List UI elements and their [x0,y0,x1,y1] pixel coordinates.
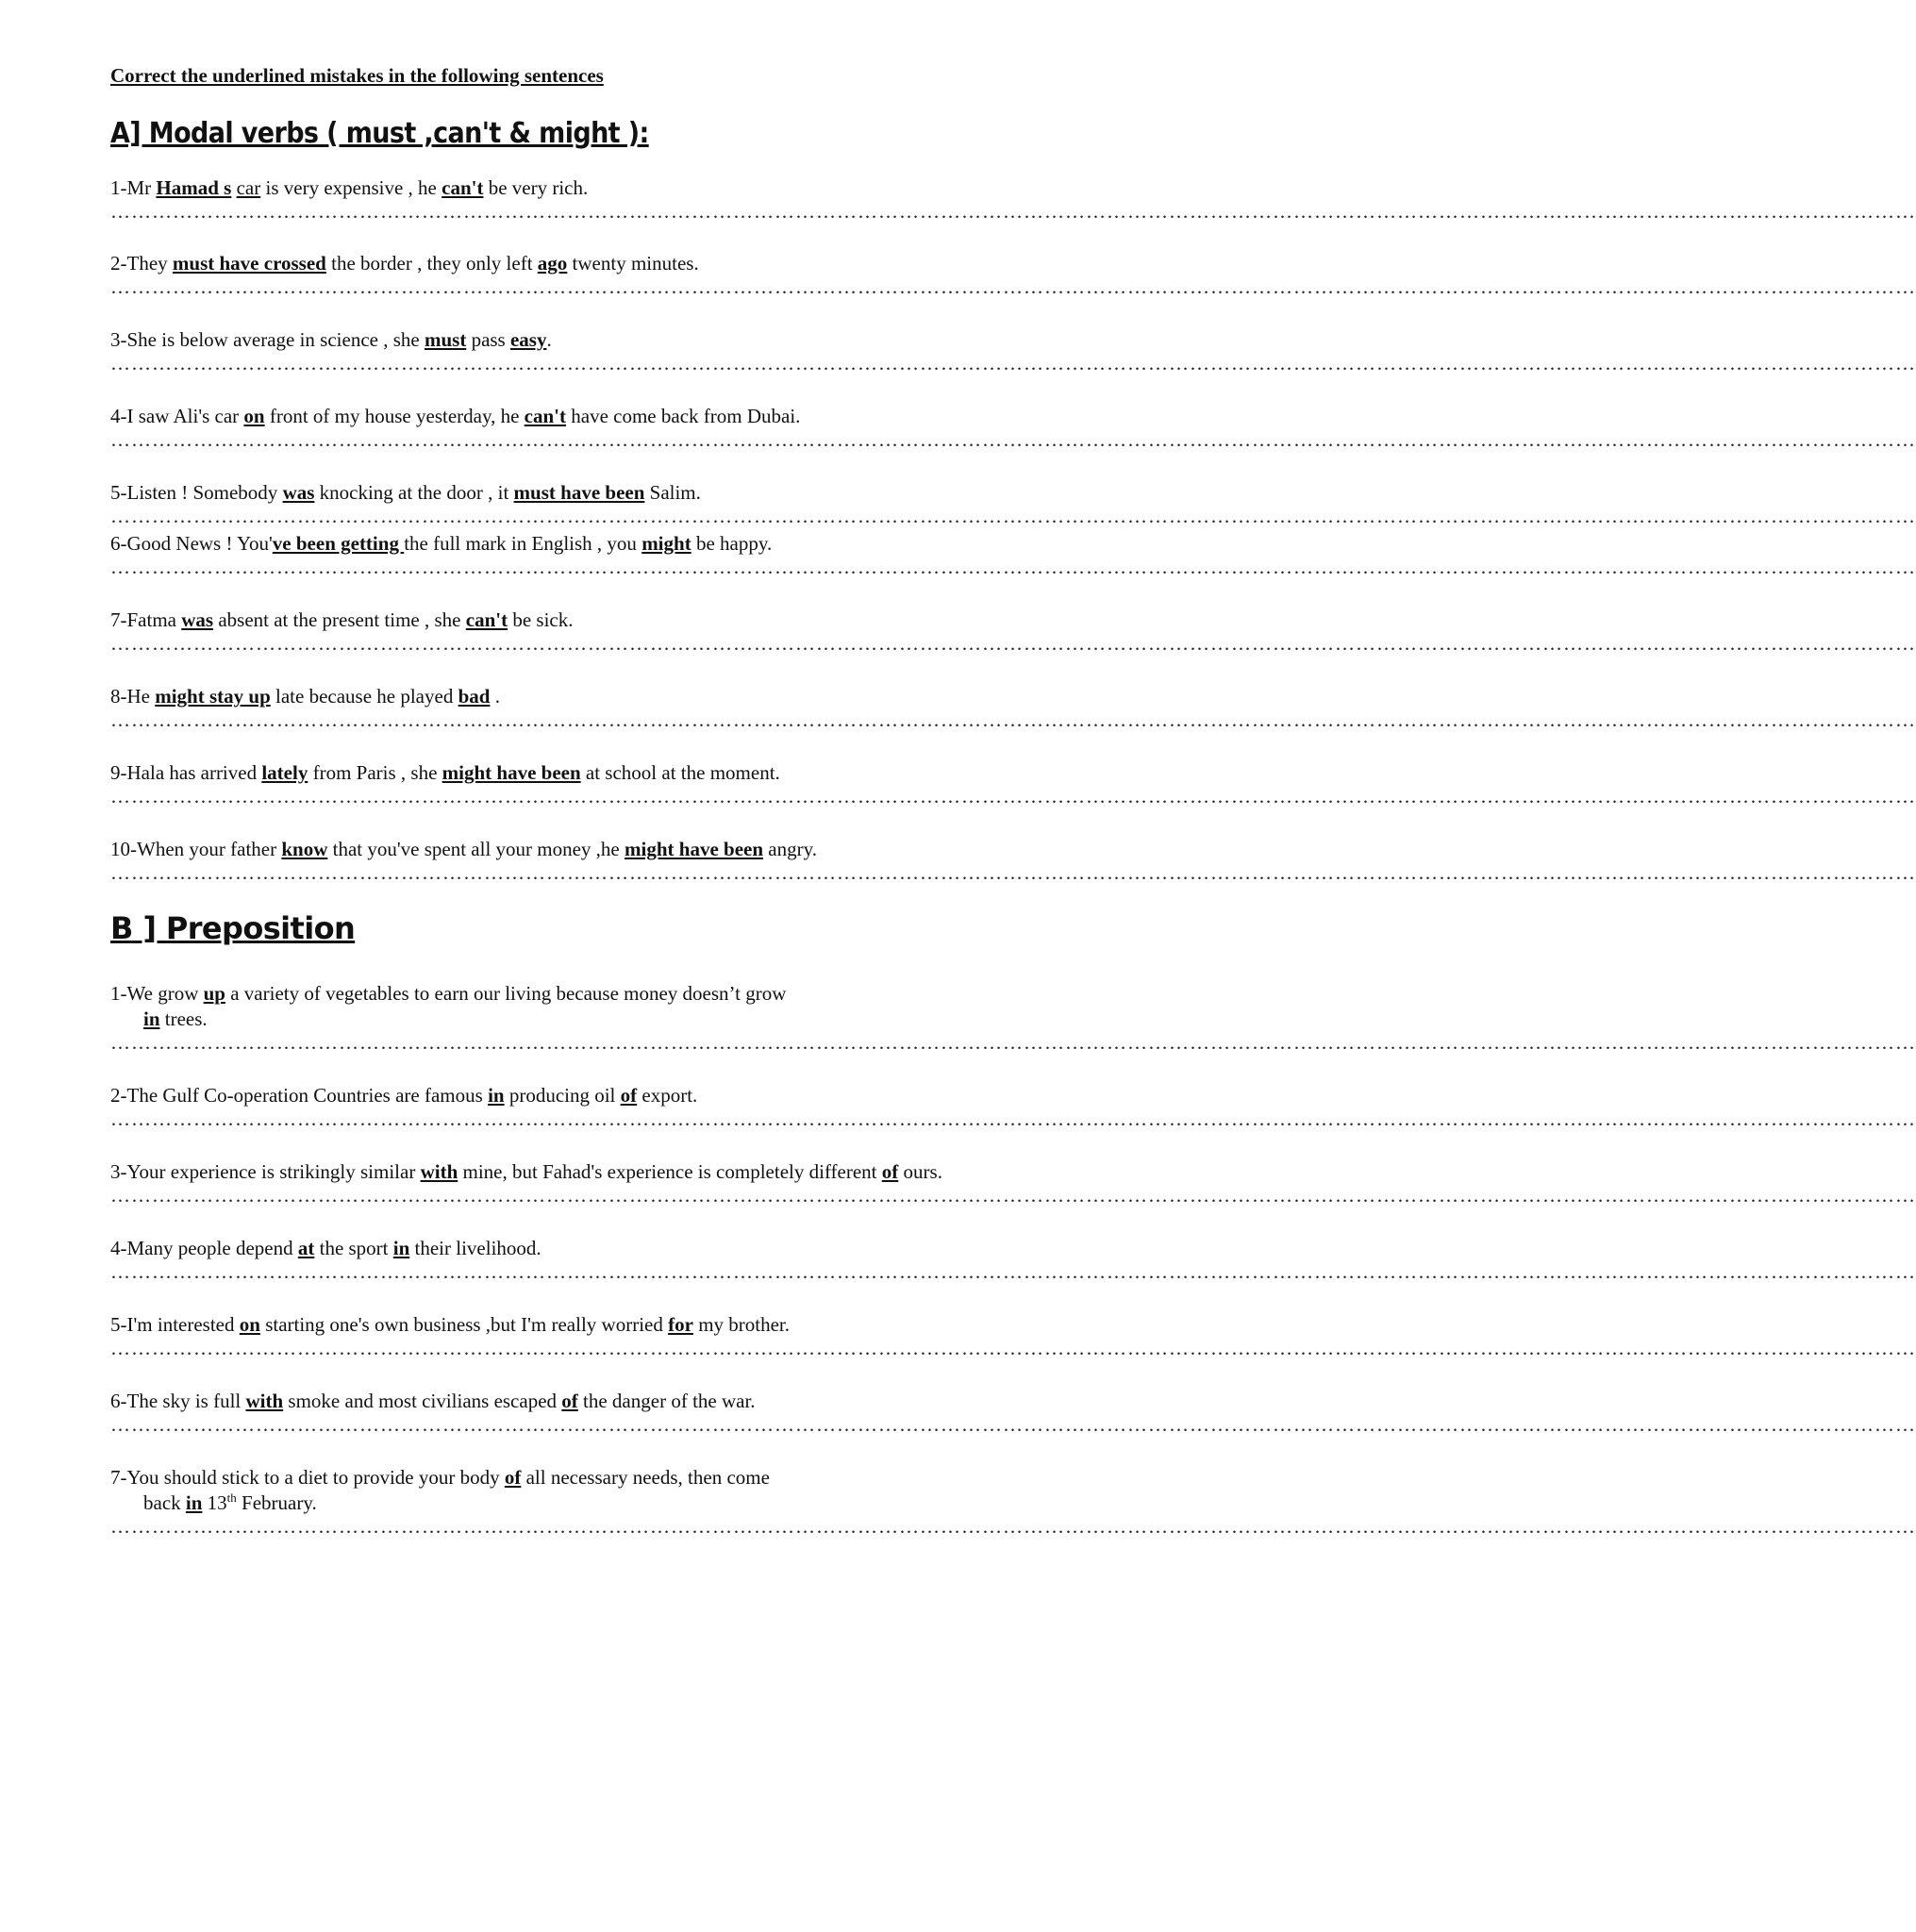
answer-line[interactable]: ……………………………………………………………………………………………………………………………………………………………………………………………………………………………………… [110,1337,1916,1359]
answer-line[interactable]: ……………………………………………………………………………………………………………………………………………………………………………………………………………………………………… [110,632,1916,655]
answer-line[interactable]: ……………………………………………………………………………………………………………………………………………………………………………………………………………………………………… [110,505,1916,527]
modal-question-4: 4-I saw Ali's car on front of my house yesterday, he can't have come back from Dubai. ……………………………………………………………………………………………………………………………………………………………………………………………………………………………………… [110,405,1916,451]
preposition-question-6: 6-The sky is full with smoke and most civilians escaped of the danger of the war. ……………………………………………………………………………………………………………………………………………………………………………………………………………………………………… [110,1390,1916,1436]
answer-line[interactable]: ……………………………………………………………………………………………………………………………………………………………………………………………………………………………………… [110,1260,1916,1283]
modal-question-8: 8-He might stay up late because he played bad . ……………………………………………………………………………………………………………………………………………………………………………………………………………………………………… [110,685,1916,731]
modal-question-10: 10-When your father know that you've spent all your money ,he might have been angry. ……………………………………………………………………………………………………………………………………………………………………………………………………………………………………… [110,838,1916,884]
answer-line[interactable]: ……………………………………………………………………………………………………………………………………………………………………………………………………………………………………… [110,861,1916,884]
preposition-question-3: 3-Your experience is strikingly similar with mine, but Fahad's experience is completely different of ours. ……………………………………………………………………………………………………………………………………………………………………………………………………………………………………… [110,1160,1916,1207]
section-a-heading: A] Modal verbs ( must ,can't & might ): [110,117,649,150]
answer-line[interactable]: ……………………………………………………………………………………………………………………………………………………………………………………………………………………………………… [110,708,1916,731]
preposition-question-1: 1-We grow up a variety of vegetables to earn our living because money doesn’t grow in trees. ……………………………………………………………………………………………………………………………………………………………………………………………………………………………………… [110,982,1916,1054]
modal-question-2: 2-They must have crossed the border , they only left ago twenty minutes. ……………………………………………………………………………………………………………………………………………………………………………………………………………………………………… [110,252,1916,298]
modal-question-3: 3-She is below average in science , she must pass easy. ……………………………………………………………………………………………………………………………………………………………………………………………………………………………………… [110,328,1916,375]
instruction-title: Correct the underlined mistakes in the following sentences [110,64,604,87]
answer-line[interactable]: ……………………………………………………………………………………………………………………………………………………………………………………………………………………………………… [110,1108,1916,1130]
modal-question-1: 1-Mr Hamad s car is very expensive , he can't be very rich. ……………………………………………………………………………………………………………………………………………………………………………………………………………………………………… [110,176,1916,223]
answer-line[interactable]: ……………………………………………………………………………………………………………………………………………………………………………………………………………………………………… [110,352,1916,375]
answer-line[interactable]: ……………………………………………………………………………………………………………………………………………………………………………………………………………………………………… [110,1184,1916,1207]
section-b-heading: B ] Preposition [110,910,356,946]
answer-line[interactable]: ……………………………………………………………………………………………………………………………………………………………………………………………………………………………………… [110,1515,1916,1538]
answer-line[interactable]: ……………………………………………………………………………………………………………………………………………………………………………………………………………………………………… [110,556,1916,578]
modal-question-5: 5-Listen ! Somebody was knocking at the door , it must have been Salim. ……………………………………………………………………………………………………………………………………………………………………………………………………………………………………… [110,481,1916,527]
answer-line[interactable]: ……………………………………………………………………………………………………………………………………………………………………………………………………………………………………… [110,1031,1916,1054]
answer-line[interactable]: ……………………………………………………………………………………………………………………………………………………………………………………………………………………………………… [110,428,1916,451]
modal-question-9: 9-Hala has arrived lately from Paris , she might have been at school at the moment. ……………………………………………………………………………………………………………………………………………………………………………………………………………………………………… [110,761,1916,808]
modal-question-7: 7-Fatma was absent at the present time , she can't be sick. ……………………………………………………………………………………………………………………………………………………………………………………………………………………………………… [110,608,1916,655]
answer-line[interactable]: ……………………………………………………………………………………………………………………………………………………………………………………………………………………………………… [110,785,1916,808]
preposition-question-2: 2-The Gulf Co-operation Countries are famous in producing oil of export. ……………………………………………………………………………………………………………………………………………………………………………………………………………………………………… [110,1084,1916,1130]
answer-line[interactable]: ……………………………………………………………………………………………………………………………………………………………………………………………………………………………………… [110,200,1916,223]
answer-line[interactable]: ……………………………………………………………………………………………………………………………………………………………………………………………………………………………………… [110,1413,1916,1436]
answer-line[interactable]: ……………………………………………………………………………………………………………………………………………………………………………………………………………………………………… [110,275,1916,298]
modal-question-6: 6-Good News ! You've been getting the full mark in English , you might be happy. ……………………………………………………………………………………………………………………………………………………………………………………………………………………………………… [110,532,1916,578]
preposition-question-7: 7-You should stick to a diet to provide your body of all necessary needs, then come back in 13th February. ……………………………………………………………………………………………………………………………………………………………………………………………………………………………………… [110,1466,1916,1538]
preposition-question-4: 4-Many people depend at the sport in their livelihood. ……………………………………………………………………………………………………………………………………………………………………………………………………………………………………… [110,1237,1916,1283]
preposition-question-5: 5-I'm interested on starting one's own business ,but I'm really worried for my brother. ……………………………………………………………………………………………………………………………………………………………………………………………………………………………………… [110,1313,1916,1359]
